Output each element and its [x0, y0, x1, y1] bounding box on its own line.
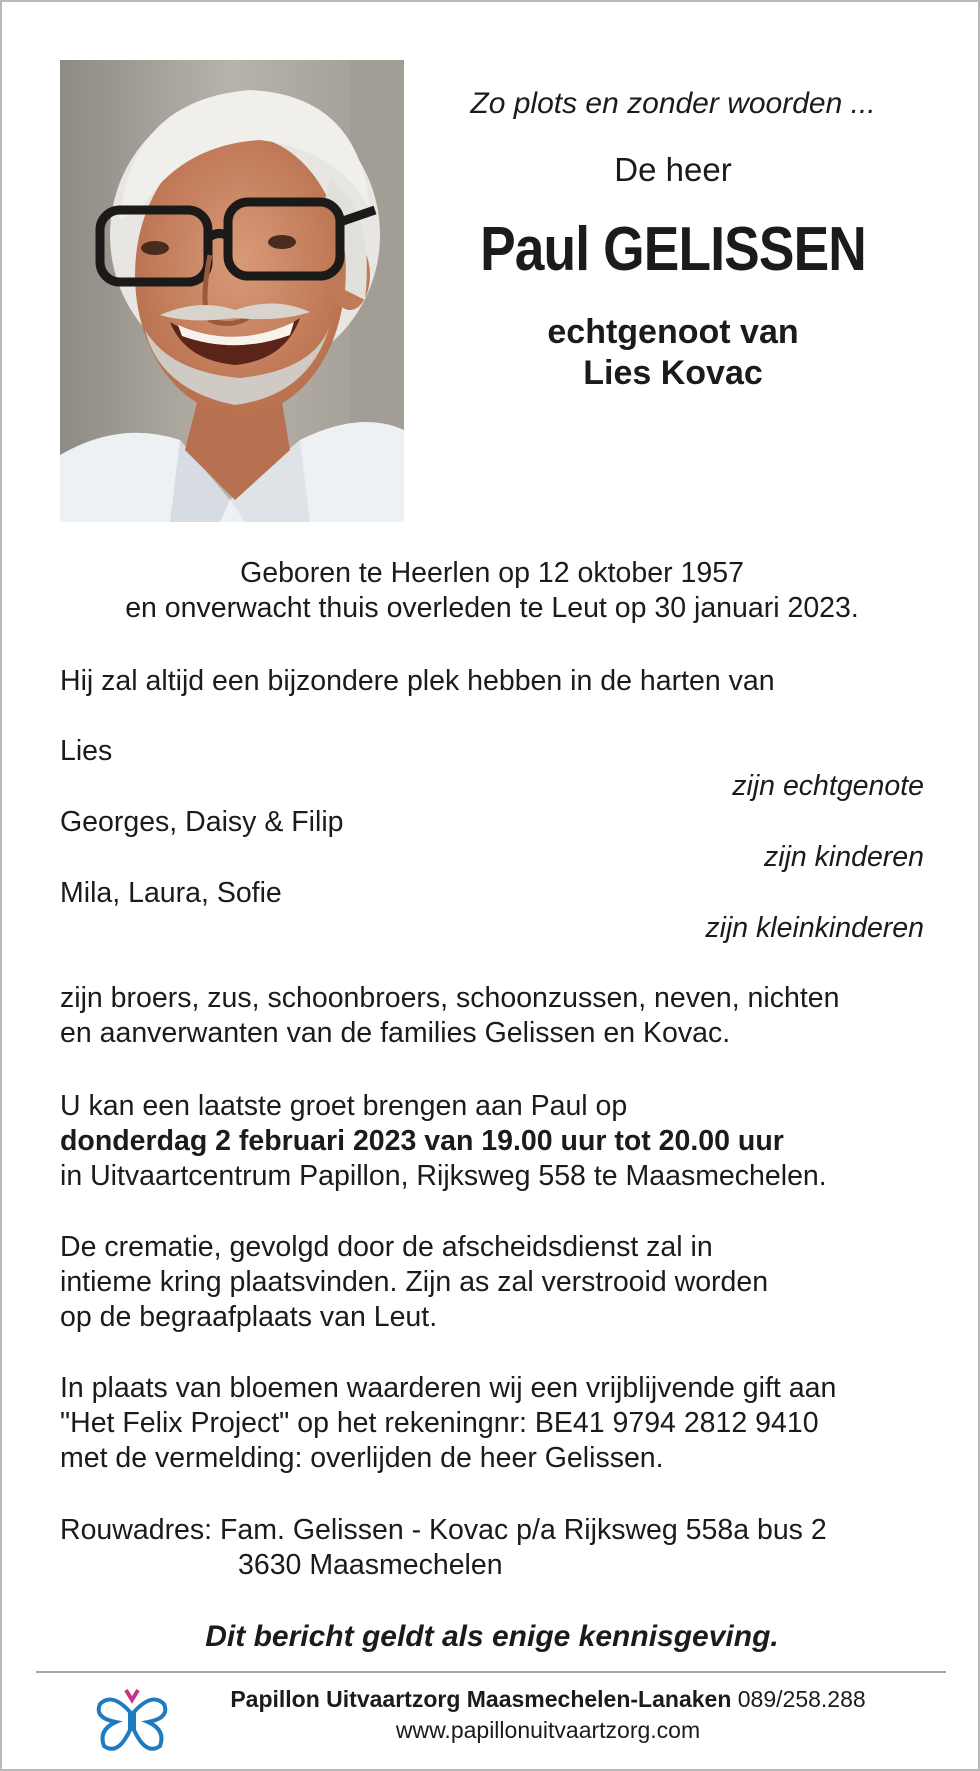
company-name: Papillon Uitvaartzorg Maasmechelen-Lanaken — [230, 1686, 732, 1712]
spouse-line-1: echtgenoot van — [547, 313, 799, 351]
gift-info — [60, 1371, 924, 1476]
visit-line-1: U kan een laatste groet brengen aan Paul op — [60, 1090, 628, 1122]
funeral-home-footer — [92, 1682, 912, 1762]
relative-role: zijn echtgenote — [732, 770, 924, 802]
relatives-list — [60, 734, 924, 804]
notice-header — [432, 84, 914, 394]
relative-names: Georges, Daisy & Filip — [60, 806, 344, 838]
family-line-2: en aanverwanten van de families Gelissen en Kovac. — [60, 1017, 731, 1049]
relatives-list — [60, 876, 924, 946]
deceased-name: Paul GELISSEN — [480, 215, 866, 284]
butterfly-logo-icon — [92, 1682, 172, 1758]
portrait-photo — [60, 60, 404, 522]
cremation-info — [60, 1230, 924, 1335]
closing-text: Dit bericht geldt als enige kennisgeving. — [205, 1620, 779, 1653]
address-label: Rouwadres: — [60, 1514, 213, 1546]
visit-line-2: donderdag 2 februari 2023 van 19.00 uur tot 20.00 uur — [60, 1125, 784, 1157]
spouse-line-2: Lies Kovac — [583, 354, 763, 392]
closing-statement — [60, 1619, 924, 1655]
relative-names: Mila, Laura, Sofie — [60, 877, 282, 909]
gift-line-2: "Het Felix Project" op het rekeningnr: BE41 9794 2812 9410 — [60, 1407, 819, 1439]
birth-line: Geboren te Heerlen op 12 oktober 1957 — [240, 557, 744, 589]
gift-line-3: met de vermelding: overlijden de heer Gelissen. — [60, 1442, 664, 1474]
gift-line-1: In plaats van bloemen waarderen wij een vrijblijvende gift aan — [60, 1372, 837, 1404]
notice-subtitle: Zo plots en zonder woorden ... — [470, 87, 876, 120]
extended-family — [60, 981, 924, 1051]
spouse-relation — [432, 312, 914, 394]
company-website: www.papillonuitvaartzorg.com — [395, 1717, 701, 1743]
cremation-line-2: intieme kring plaatsvinden. Zijn as zal verstrooid worden — [60, 1266, 769, 1298]
relatives-list — [60, 805, 924, 875]
honorific: De heer — [614, 151, 732, 188]
cremation-line-1: De crematie, gevolgd door de afscheidsdienst zal in — [60, 1231, 713, 1263]
visitation-info — [60, 1089, 924, 1194]
death-line: en onverwacht thuis overleden te Leut op 30 januari 2023. — [125, 592, 859, 624]
relative-role: zijn kleinkinderen — [705, 912, 924, 944]
footer-text — [188, 1684, 908, 1746]
address-line-1: Fam. Gelissen - Kovac p/a Rijksweg 558a bus 2 — [220, 1514, 827, 1546]
cremation-line-3: op de begraafplaats van Leut. — [60, 1301, 438, 1333]
footer-divider — [36, 1671, 946, 1673]
hearts-intro: Hij zal altijd een bijzondere plek hebben in de harten van — [60, 665, 775, 697]
relative-names: Lies — [60, 735, 113, 767]
mourning-address — [60, 1513, 924, 1583]
relative-role: zijn kinderen — [763, 841, 924, 873]
visit-line-3: in Uitvaartcentrum Papillon, Rijksweg 558 te Maasmechelen. — [60, 1160, 827, 1192]
family-line-1: zijn broers, zus, schoonbroers, schoonzussen, neven, nichten — [60, 982, 840, 1014]
life-dates — [60, 556, 924, 626]
address-line-2: 3630 Maasmechelen — [238, 1549, 503, 1581]
company-phone: 089/258.288 — [737, 1686, 866, 1712]
